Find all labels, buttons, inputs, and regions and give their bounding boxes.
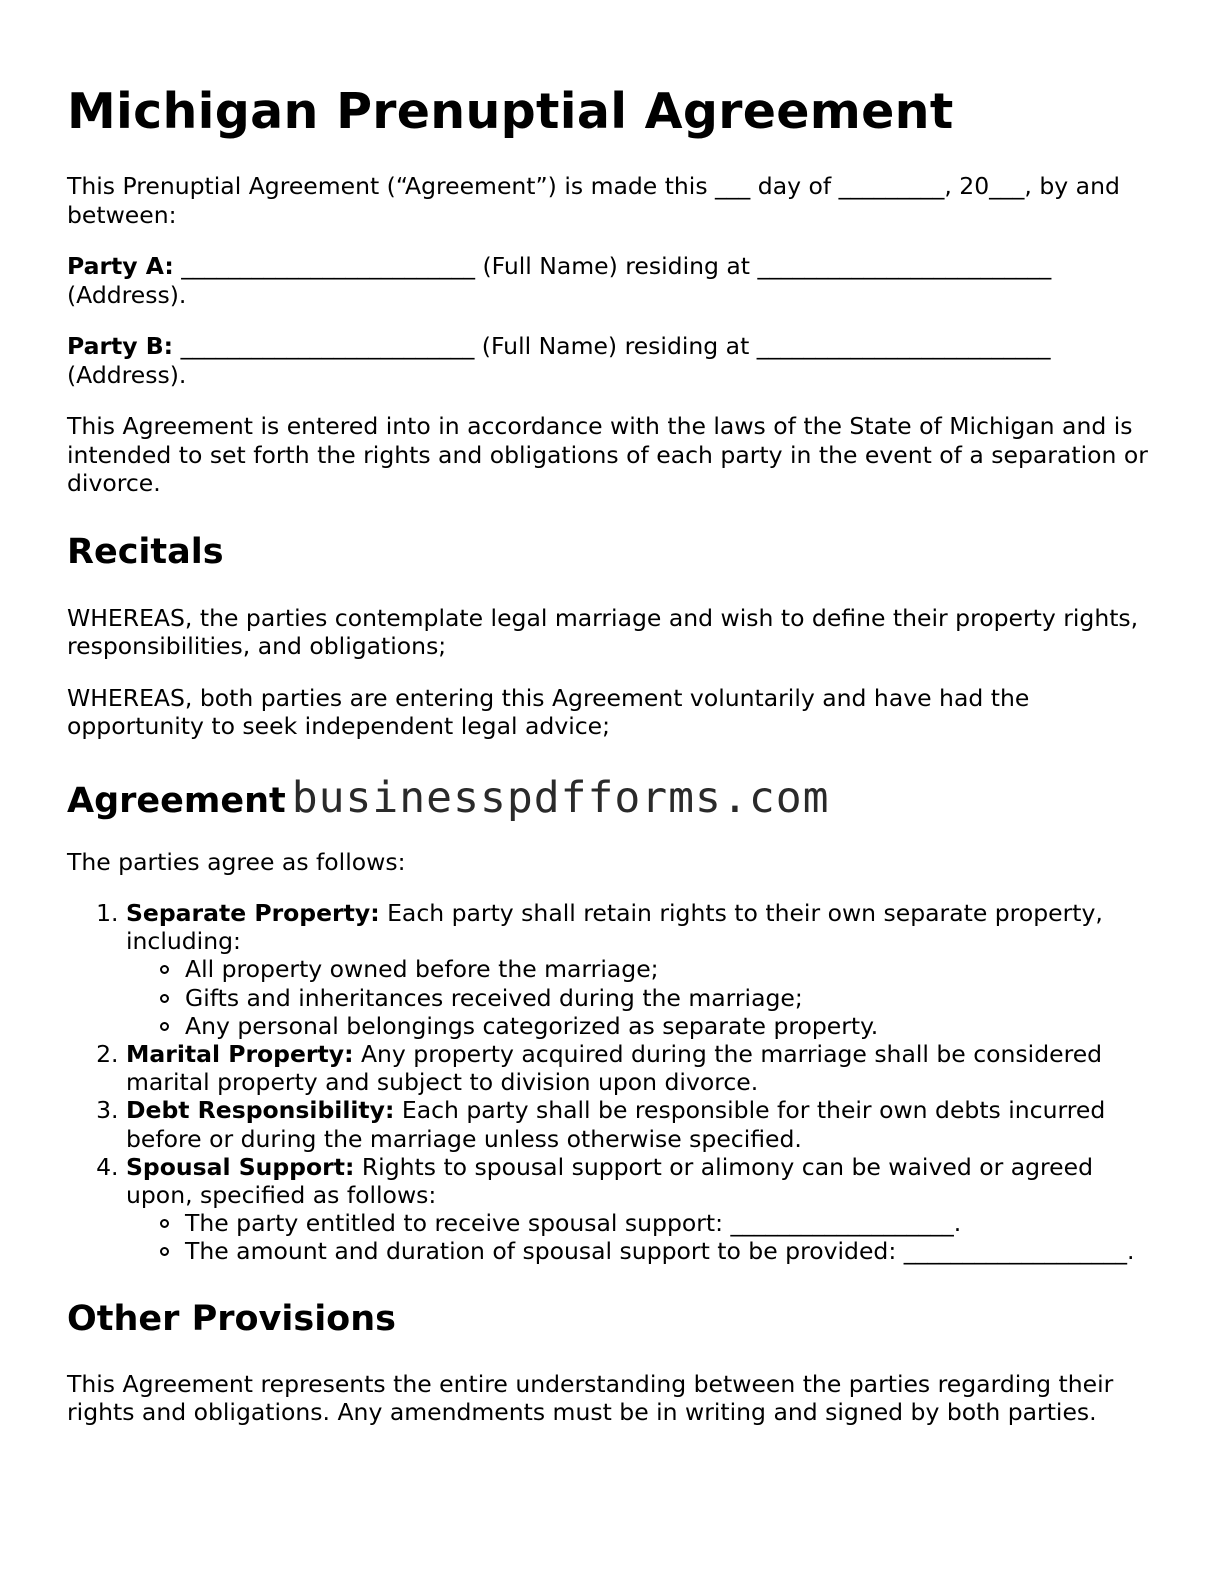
item-label: Separate Property: [126, 899, 380, 927]
intro-paragraph: This Prenuptial Agreement (“Agreement”) is made this ___ day of _________, 20___, by and between: [67, 172, 1120, 229]
other-provisions-paragraph: This Agreement represents the entire understanding between the parties regarding their rights and obligations. Any amendments must be in writing and signed by both parties. [67, 1369, 1114, 1427]
item-label: Spousal Support: [126, 1152, 355, 1181]
party-b-label: Party B: [67, 332, 174, 360]
item-label: Marital Property: [126, 1040, 354, 1069]
party-a-text: _________________________ (Full Name) residing at _________________________ (Address). [67, 252, 1052, 309]
sub-list-item: The party entitled to receive spousal support: ___________________. [185, 1209, 1152, 1237]
sub-list [126, 1209, 1152, 1265]
agreement-lead: The parties agree as follows: [67, 847, 406, 876]
party-a-line [67, 252, 1152, 309]
item-text: Each party shall be responsible for their own debts incurred before or during the marriage unless otherwise specified. [126, 1096, 1106, 1153]
list-item-spousal-support [126, 1153, 1152, 1266]
party-b-text: _________________________ (Full Name) residing at _________________________ (Address). [67, 332, 1051, 389]
list-item-separate-property [126, 899, 1152, 1040]
item-label: Debt Responsibility: [126, 1096, 395, 1125]
sub-list-item: The amount and duration of spousal support to be provided: ___________________. [185, 1237, 1152, 1265]
recital-1: WHEREAS, the parties contemplate legal marriage and wish to define their property rights, responsibilities, and obligations; [67, 603, 1139, 660]
purpose-paragraph: This Agreement is entered into in accordance with the laws of the State of Michigan and is intended to set forth the rights and obligations of each party in the event of a separation or divorce. [67, 412, 1148, 497]
document-page [67, 82, 1152, 1450]
item-text: Rights to spousal support or alimony can be waived or agreed upon, specified as follows: [126, 1152, 1094, 1210]
sub-list [126, 955, 1152, 1040]
document-title: Michigan Prenuptial Agreement [67, 83, 954, 140]
recital-2: WHEREAS, both parties are entering this Agreement voluntarily and have had the opportunity to seek independent legal advice; [67, 683, 1030, 740]
agreement-heading: Agreement [67, 780, 286, 821]
other-provisions-heading: Other Provisions [67, 1298, 396, 1339]
party-b-line [67, 332, 1152, 389]
agreement-list [67, 899, 1152, 1266]
watermark: businesspdfforms.com [291, 772, 830, 823]
list-item-debt-responsibility [126, 1096, 1152, 1152]
list-item-marital-property [126, 1040, 1152, 1096]
item-text: Each party shall retain rights to their own separate property, including: [126, 899, 1103, 956]
sub-list-item: Any personal belongings categorized as separate property. [185, 1012, 1152, 1040]
sub-list-item: Gifts and inheritances received during the marriage; [185, 984, 1152, 1012]
item-text: Any property acquired during the marriage shall be considered marital property and subject to division upon divorce. [126, 1040, 1103, 1097]
agreement-heading-line [67, 772, 1152, 823]
sub-list-item: All property owned before the marriage; [185, 955, 1152, 983]
party-a-label: Party A: [67, 252, 174, 280]
recitals-heading: Recitals [67, 531, 224, 572]
